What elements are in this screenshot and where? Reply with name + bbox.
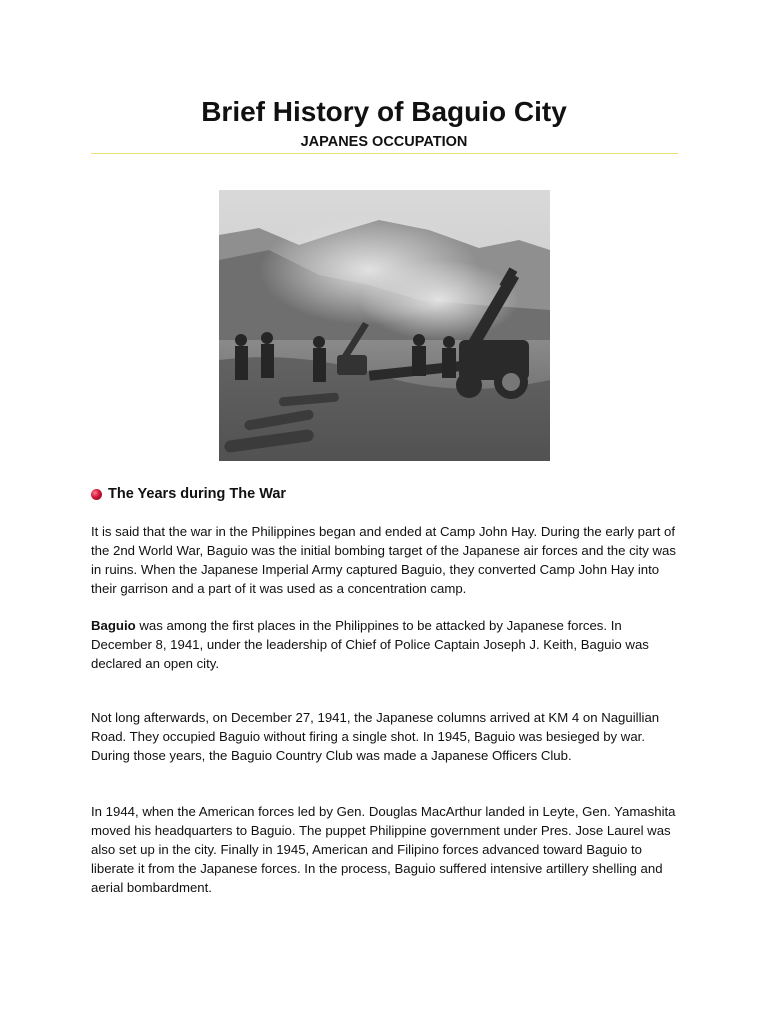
artillery-photo — [219, 190, 550, 461]
paragraph-2-bold: Baguio — [91, 618, 136, 633]
section-heading-text: The Years during The War — [108, 486, 287, 502]
paragraph-2 — [91, 616, 681, 673]
page-subtitle: JAPANES OCCUPATION — [300, 134, 468, 150]
section-heading — [91, 484, 286, 504]
paragraph-4: In 1944, when the American forces led by Gen. Douglas MacArthur landed in Leyte, Gen. Yamashita moved his headquarters to Baguio. The puppet Philippine government under Pres. Jose Laurel was also set up in the city. Finally in 1945, American and Filipino forces advanced toward Baguio to liberate it from the Japanese forces. In the process, Baguio suffered intensive artillery shelling and aerial bombardment. — [91, 804, 676, 895]
paragraph-3: Not long afterwards, on December 27, 1941, the Japanese columns arrived at KM 4 on Naguillian Road. They occupied Baguio without firing a single shot. In 1945, Baguio was besieged by war. During those years, the Baguio Country Club was made a Japanese Officers Club. — [91, 710, 660, 763]
artillery-photo-illustration — [219, 190, 550, 461]
page-title: Brief History of Baguio City — [201, 96, 567, 127]
title-divider — [91, 153, 678, 154]
red-orb-bullet-icon — [91, 489, 102, 500]
paragraph-2-text: was among the first places in the Philippines to be attacked by Japanese forces. In December 8, 1941, under the leadership of Chief of Police Captain Joseph J. Keith, Baguio was declared an open city. — [91, 618, 649, 671]
paragraph-1: It is said that the war in the Philippines began and ended at Camp John Hay. During the early part of the 2nd World War, Baguio was the initial bombing target of the Japanese air forces and the city was in ruins. When the Japanese Imperial Army captured Baguio, they converted Camp John Hay into their garrison and a part of it was used as a concentration camp. — [91, 524, 676, 596]
